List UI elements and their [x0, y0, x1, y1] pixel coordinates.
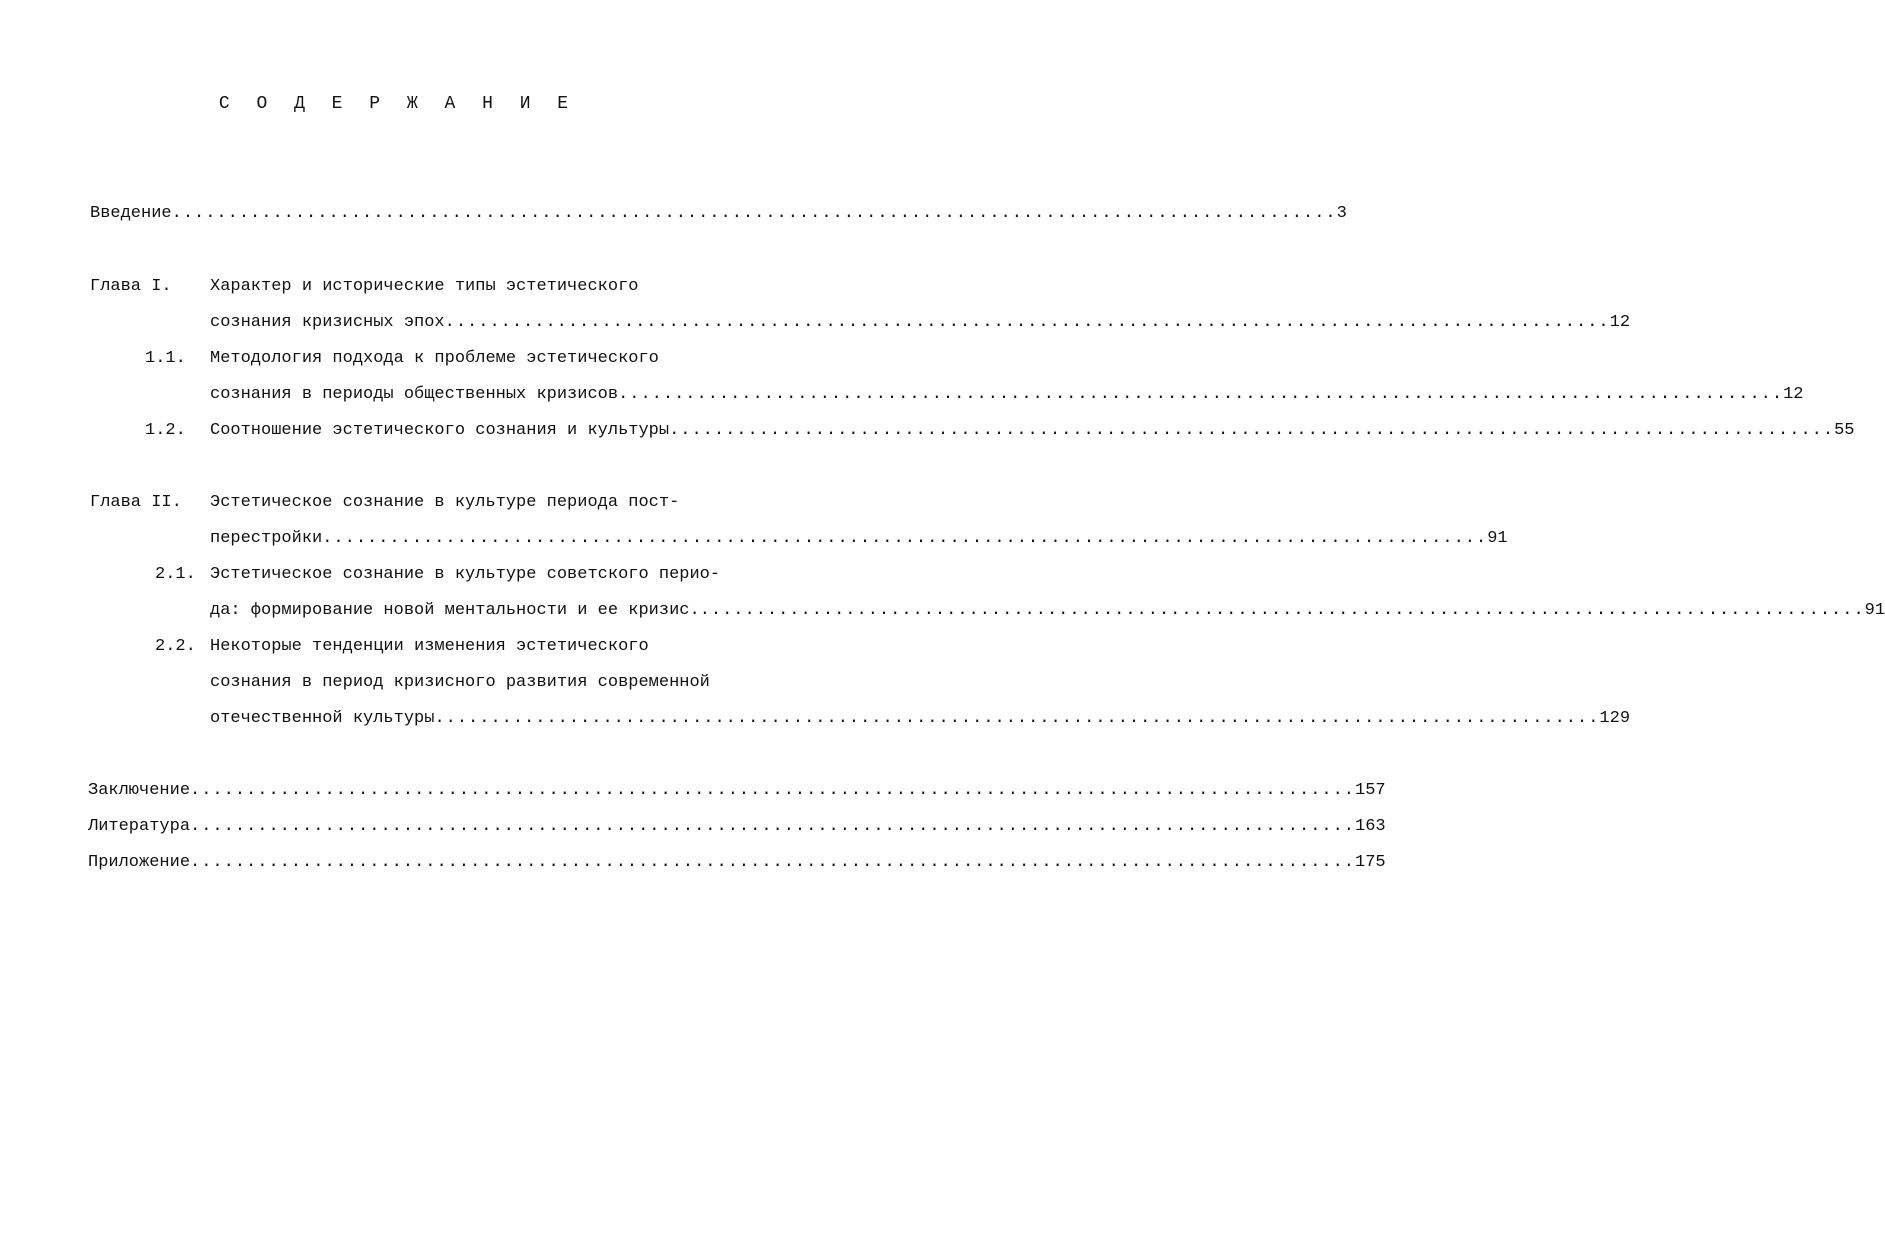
section-title-line: Некоторые тенденции изменения эстетического: [210, 637, 649, 656]
toc-entry-section-1-1: [210, 384, 1804, 406]
entry-page: 129: [1599, 709, 1631, 728]
chapter-label: Глава II.: [90, 493, 182, 512]
entry-label: Приложение: [88, 853, 191, 872]
leader-dots: ........................................................................................................: [190, 781, 1356, 800]
entry-label: перестройки: [210, 529, 323, 548]
toc-entry-intro: [90, 203, 1347, 225]
leader-dots: ........................................................................................................: [322, 529, 1488, 548]
entry-page: 157: [1355, 781, 1386, 800]
entry-page: 175: [1355, 853, 1386, 872]
section-number: 2.2.: [155, 637, 196, 656]
leader-dots: ........................................................................................................: [699, 601, 1865, 620]
entry-label: отечественной культуры: [210, 709, 435, 728]
entry-page: 91: [1487, 529, 1508, 548]
leader-dots: ........................................................................................................: [171, 204, 1337, 223]
toc-entry-conclusion: [88, 780, 1386, 802]
leader-dots: ........................................................................................................: [618, 385, 1784, 404]
section-number: 1.1.: [145, 349, 186, 368]
entry-label: Заключение: [88, 781, 191, 800]
chapter-title-line: Характер и исторические типы эстетического: [210, 277, 639, 296]
entry-label: Соотношение эстетического сознания и культуры: [210, 421, 670, 440]
entry-page: 91: [1864, 601, 1885, 620]
section-title-line: Методология подхода к проблеме эстетического: [210, 349, 659, 368]
section-number: 1.2.: [145, 421, 186, 440]
leader-dots: ........................................................................................................: [190, 817, 1356, 836]
entry-page: 163: [1355, 817, 1386, 836]
toc-entry-section-2-1: [210, 600, 1885, 622]
section-title-line: Эстетическое сознание в культуре советского перио-: [210, 565, 721, 584]
chapter-label: Глава I.: [90, 277, 172, 296]
entry-page: 55: [1834, 421, 1855, 440]
leader-dots: ........................................................................................................: [444, 313, 1610, 332]
toc-entry-appendix: [88, 852, 1386, 874]
toc-entry-section-1-2: [210, 420, 1855, 442]
section-title-line: сознания в период кризисного развития современной: [210, 673, 710, 692]
toc-entry-section-2-2: [210, 708, 1631, 730]
toc-entry-literature: [88, 816, 1386, 838]
leader-dots: ........................................................................................................: [434, 709, 1600, 728]
entry-label: сознания кризисных эпох: [210, 313, 445, 332]
toc-entry-chapter-2: [210, 528, 1508, 550]
chapter-title-line: Эстетическое сознание в культуре периода пост-: [210, 493, 680, 512]
leader-dots: ........................................................................................................: [190, 853, 1356, 872]
page-title: С О Д Е Р Ж А Н И Е: [218, 94, 577, 114]
entry-label: сознания в периоды общественных кризисов: [210, 385, 619, 404]
entry-page: 3: [1336, 204, 1347, 223]
leader-dots: ........................................................................................................: [669, 421, 1835, 440]
entry-label: Введение: [90, 204, 172, 223]
entry-label: Литература: [88, 817, 191, 836]
section-number: 2.1.: [155, 565, 196, 584]
entry-page: 12: [1609, 313, 1631, 332]
entry-page: 12: [1783, 385, 1804, 404]
toc-entry-chapter-1: [210, 312, 1631, 334]
entry-label: да: формирование новой ментальности и ее кризис.: [210, 601, 700, 620]
